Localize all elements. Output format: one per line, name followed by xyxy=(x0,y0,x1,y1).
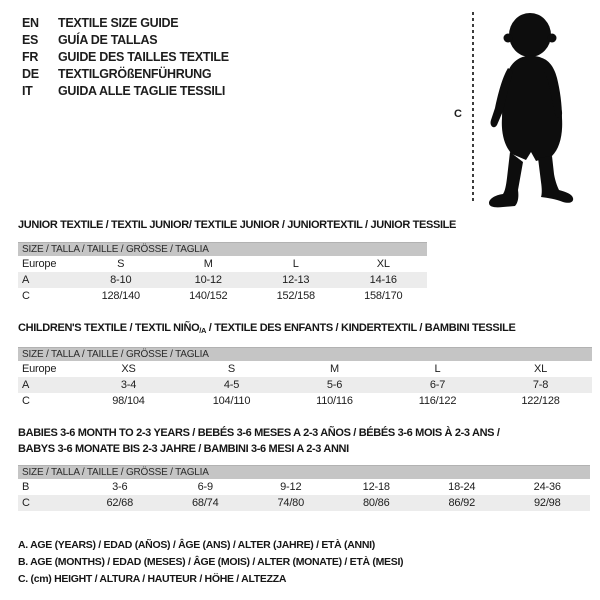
footnote-list xyxy=(18,537,403,588)
table-row xyxy=(18,495,590,511)
size-cell: XS xyxy=(121,363,136,375)
table-row xyxy=(18,377,592,393)
size-cell: L xyxy=(292,258,299,270)
size-cell: 7-8 xyxy=(532,379,549,391)
language-row xyxy=(22,83,229,100)
junior-size-table xyxy=(18,242,427,304)
table-row xyxy=(18,393,592,409)
size-header-bar: SIZE / TALLA / TAILLE / GRÖSSE / TAGLIA xyxy=(18,347,592,361)
size-cell: 92/98 xyxy=(533,497,561,509)
size-cell: 14-16 xyxy=(369,274,397,286)
footnote-a: A. AGE (YEARS) / EDAD (AÑOS) / ÂGE (ANS) / ALTER (JAHRE) / ETÀ (ANNI) xyxy=(18,539,375,551)
children-heading-subscript: /A xyxy=(199,326,207,335)
table-row xyxy=(18,272,427,288)
babies-heading-line1: BABIES 3-6 MONTH TO 2-3 YEARS / BEBÉS 3-6 MESES A 2-3 AÑOS / BÉBÉS 3-6 MOIS À 2-3 ANS / xyxy=(18,427,500,439)
size-cell: 110/116 xyxy=(316,395,353,407)
language-title: GUÍA DE TALLAS xyxy=(58,33,158,47)
size-cell: 158/170 xyxy=(364,290,403,302)
size-cell: 6-7 xyxy=(429,379,446,391)
children-section-heading xyxy=(18,320,515,339)
language-code: EN xyxy=(22,16,39,30)
height-measure-line xyxy=(472,12,474,202)
size-cell: 24-36 xyxy=(533,481,561,493)
table-row xyxy=(18,256,427,272)
language-code: ES xyxy=(22,33,39,47)
language-code: IT xyxy=(22,84,33,98)
row-label: Europe xyxy=(22,258,57,270)
size-cell: S xyxy=(117,258,125,270)
size-cell: 3-6 xyxy=(112,481,128,493)
language-code: FR xyxy=(22,50,39,64)
language-title: TEXTILGRÖßENFÜHRUNG xyxy=(58,67,212,81)
children-size-table xyxy=(18,347,592,409)
size-cell: 62/68 xyxy=(106,497,134,509)
row-label: C xyxy=(22,290,30,302)
size-cell: XL xyxy=(533,363,548,375)
size-cell: 74/80 xyxy=(277,497,305,509)
size-cell: 104/110 xyxy=(212,395,251,407)
baby-silhouette-icon xyxy=(482,6,600,210)
children-heading-text: / TEXTILE DES ENFANTS / KINDERTEXTIL / BAMBINI TESSILE xyxy=(206,322,516,334)
language-row xyxy=(22,15,229,32)
row-label: C xyxy=(22,497,30,509)
footnote-c: C. (cm) HEIGHT / ALTURA / HAUTEUR / HÖHE / ALTEZZA xyxy=(18,573,287,585)
language-row xyxy=(22,49,229,66)
babies-size-table xyxy=(18,465,590,511)
size-cell: 80/86 xyxy=(362,497,390,509)
language-title: GUIDE DES TAILLES TEXTILE xyxy=(58,50,229,64)
size-cell: XL xyxy=(376,258,390,270)
row-label: C xyxy=(22,395,30,407)
size-cell: 12-13 xyxy=(282,274,310,286)
baby-head xyxy=(509,13,551,57)
height-measure-label: C xyxy=(454,108,462,120)
size-cell: 86/92 xyxy=(448,497,476,509)
size-cell: 128/140 xyxy=(101,290,140,302)
size-cell: 9-12 xyxy=(280,481,302,493)
size-cell: 98/104 xyxy=(112,395,145,407)
language-title: GUIDA ALLE TAGLIE TESSILI xyxy=(58,84,226,98)
language-row xyxy=(22,66,229,83)
row-label: Europe xyxy=(22,363,57,375)
size-cell: 3-4 xyxy=(120,379,137,391)
size-header-bar: SIZE / TALLA / TAILLE / GRÖSSE / TAGLIA xyxy=(18,465,590,479)
babies-section-heading xyxy=(18,425,500,457)
size-cell: 4-5 xyxy=(223,379,240,391)
size-cell: 8-10 xyxy=(110,274,132,286)
table-row xyxy=(18,361,592,377)
size-cell: 152/158 xyxy=(276,290,315,302)
language-code: DE xyxy=(22,67,39,81)
row-label: A xyxy=(22,274,30,286)
junior-section-heading: JUNIOR TEXTILE / TEXTIL JUNIOR/ TEXTILE JUNIOR / JUNIORTEXTIL / JUNIOR TESSILE xyxy=(18,219,457,231)
size-cell: 5-6 xyxy=(326,379,343,391)
size-cell: 18-24 xyxy=(448,481,476,493)
language-title: TEXTILE SIZE GUIDE xyxy=(58,16,179,30)
language-row xyxy=(22,32,229,49)
language-title-list xyxy=(22,15,229,100)
footnote-b: B. AGE (MONTHS) / EDAD (MESES) / ÂGE (MOIS) / ALTER (MONATE) / ETÀ (MESI) xyxy=(18,556,404,568)
size-cell: 122/128 xyxy=(521,395,560,407)
row-label: A xyxy=(22,379,30,391)
size-cell: 12-18 xyxy=(362,481,390,493)
babies-heading-line2: BABYS 3-6 MONATE BIS 2-3 JAHRE / BAMBINI 3-6 MESI A 2-3 ANNI xyxy=(18,443,349,455)
size-cell: 68/74 xyxy=(191,497,219,509)
size-cell: S xyxy=(227,363,236,375)
row-label: B xyxy=(22,481,30,493)
size-cell: 10-12 xyxy=(194,274,222,286)
size-cell: 116/122 xyxy=(418,395,457,407)
size-cell: L xyxy=(434,363,441,375)
table-row xyxy=(18,288,427,304)
children-heading-text: CHILDREN'S TEXTILE / TEXTIL NIÑO xyxy=(18,322,200,334)
size-cell: 6-9 xyxy=(197,481,213,493)
size-header-bar: SIZE / TALLA / TAILLE / GRÖSSE / TAGLIA xyxy=(18,242,427,256)
table-row xyxy=(18,479,590,495)
size-cell: M xyxy=(203,258,213,270)
size-cell: M xyxy=(330,363,339,375)
size-cell: 140/152 xyxy=(189,290,228,302)
